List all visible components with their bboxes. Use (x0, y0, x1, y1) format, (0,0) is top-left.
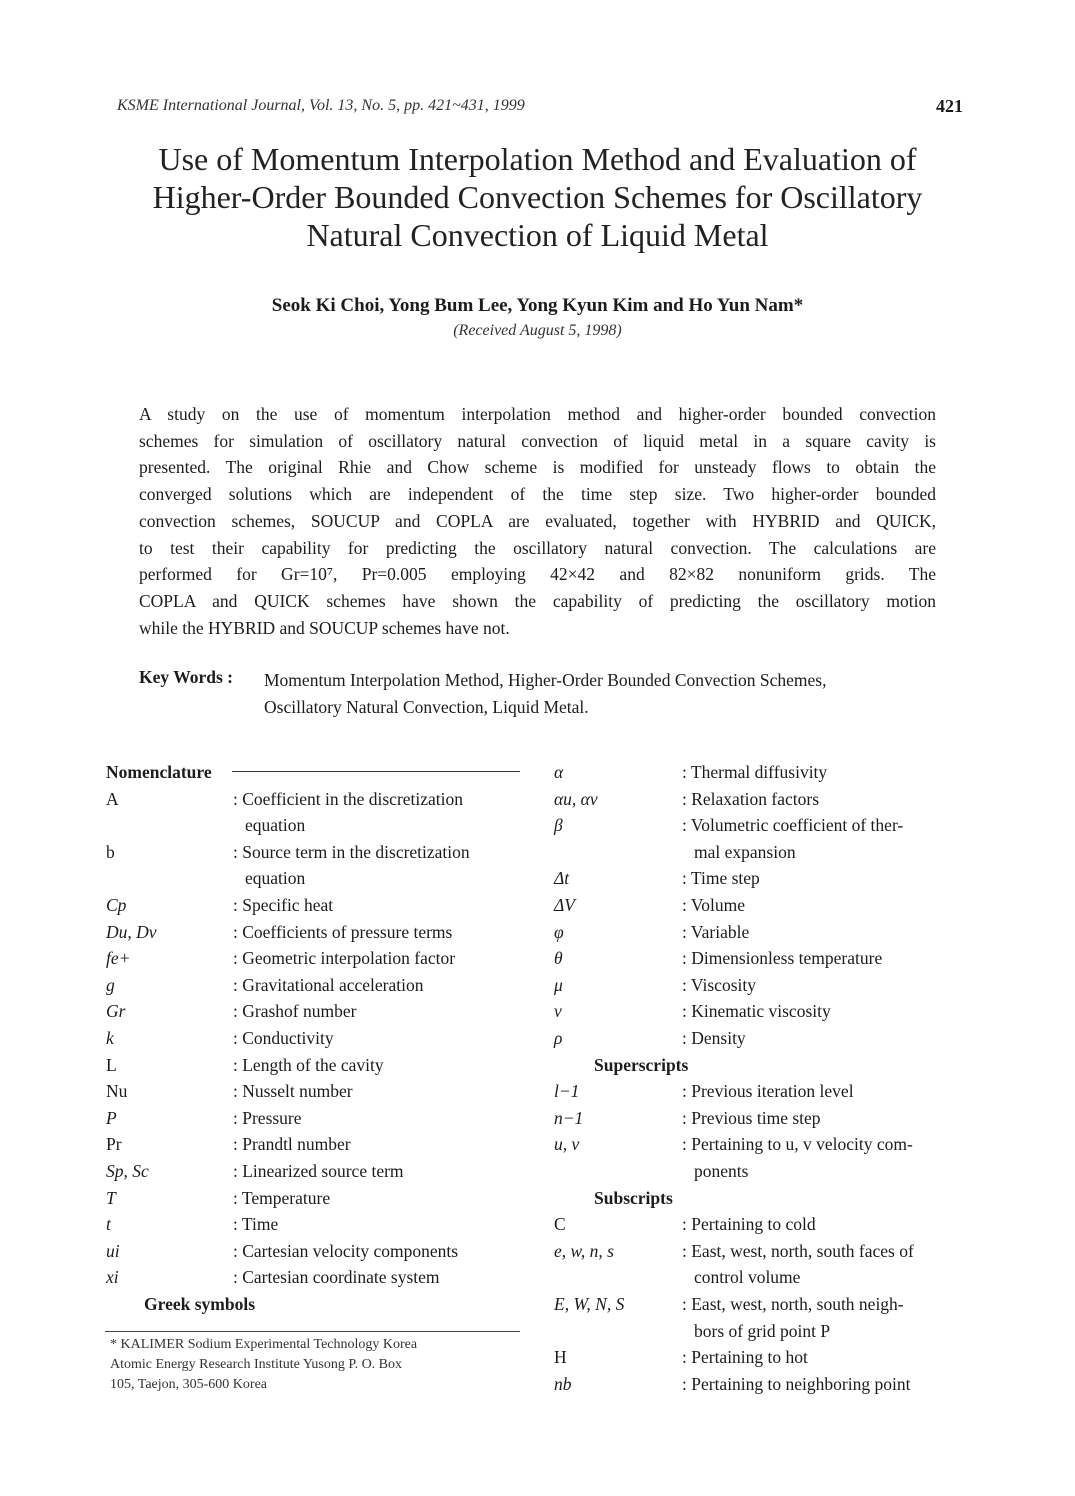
greek-symbol: β (554, 815, 563, 835)
title-line: Natural Convection of Liquid Metal (306, 217, 769, 253)
abstract (139, 401, 936, 641)
footnote-line: 105, Taejon, 305-600 Korea (110, 1377, 268, 1392)
superscript-symbol: n−1 (554, 1108, 584, 1128)
nomenclature-definition: : Specific heat (233, 895, 334, 915)
keywords-line: Oscillatory Natural Convection, Liquid Metal. (264, 696, 589, 717)
subscript-symbol: e, w, n, s (554, 1241, 614, 1261)
greek-symbol: ρ (554, 1028, 563, 1048)
nomenclature-definition: : Dimensionless temperature (682, 948, 883, 968)
nomenclature-definition: : Time step (682, 868, 760, 888)
section-heading: Subscripts (594, 1188, 673, 1208)
nomenclature-definition-continued: mal expansion (694, 842, 796, 862)
superscript-symbol: u, v (554, 1134, 580, 1154)
greek-symbol: ν (554, 1001, 562, 1021)
nomenclature-definition: : Density (682, 1028, 746, 1048)
nomenclature-definition: : Gravitational acceleration (233, 975, 424, 995)
nomenclature-symbol: g (106, 975, 115, 995)
abstract-line: to test their capability for predicting the oscillatory natural convection. The calculations are (139, 537, 936, 558)
footnote-rule (105, 1331, 520, 1332)
keywords (264, 667, 944, 720)
nomenclature-symbol: t (106, 1214, 111, 1234)
nomenclature-definition: : Viscosity (682, 975, 756, 995)
subscript-symbol: nb (554, 1374, 572, 1394)
nomenclature-symbol: L (106, 1055, 117, 1075)
nomenclature-symbol: T (106, 1188, 116, 1208)
subscript-symbol: E, W, N, S (554, 1294, 625, 1314)
affiliation-footnote (110, 1335, 520, 1395)
greek-symbol: μ (554, 975, 563, 995)
greek-symbol: φ (554, 922, 564, 942)
greek-symbol: ΔV (554, 895, 575, 915)
greek-symbol: Δt (554, 868, 570, 888)
keywords-line: Momentum Interpolation Method, Higher-Order Bounded Convection Schemes, (264, 670, 827, 690)
nomenclature-definition: : Relaxation factors (682, 789, 820, 809)
author-list: Seok Ki Choi, Yong Bum Lee, Yong Kyun Kim and Ho Yun Nam* (271, 295, 804, 316)
nomenclature-definition: : Length of the cavity (233, 1055, 384, 1075)
received-date: (Received August 5, 1998) (453, 322, 622, 339)
nomenclature-symbol: Gr (106, 1001, 126, 1021)
nomenclature-definition: : Geometric interpolation factor (233, 948, 456, 968)
footnote-line: * KALIMER Sodium Experimental Technology Korea (110, 1337, 418, 1352)
abstract-line: performed for Gr=10⁷, Pr=0.005 employing 42×42 and 82×82 nonuniform grids. The (139, 564, 936, 585)
nomenclature-symbol: Sp, Sc (106, 1161, 149, 1181)
nomenclature-definition: : Cartesian velocity components (233, 1241, 459, 1261)
nomenclature-definition: : Linearized source term (233, 1161, 404, 1181)
nomenclature-definition: : Coefficients of pressure terms (233, 922, 453, 942)
subscript-symbol: H (554, 1347, 567, 1367)
nomenclature-definition: : Cartesian coordinate system (233, 1267, 440, 1287)
abstract-line: presented. The original Rhie and Chow scheme is modified for unsteady flows to obtain the (139, 457, 936, 478)
nomenclature-symbol: xi (106, 1267, 119, 1287)
greek-symbol: θ (554, 948, 563, 968)
nomenclature-definition-continued: equation (245, 815, 306, 835)
nomenclature-definition-continued: control volume (694, 1267, 801, 1287)
nomenclature-symbol: Du, Dv (106, 922, 157, 942)
paper-title (60, 140, 1015, 254)
nomenclature-definition: : Volumetric coefficient of ther- (682, 815, 904, 835)
greek-symbol: α (554, 762, 564, 782)
nomenclature-definition: : Grashof number (233, 1001, 357, 1021)
abstract-line: schemes for simulation of oscillatory natural convection of liquid metal in a square cavity is (139, 430, 936, 451)
nomenclature-definition: : Pressure (233, 1108, 302, 1128)
nomenclature-definition: : Volume (682, 895, 746, 915)
nomenclature-definition-continued: equation (245, 868, 306, 888)
nomenclature-definition: : Source term in the discretization (233, 842, 470, 862)
nomenclature-definition-continued: ponents (694, 1161, 749, 1181)
nomenclature-symbol: Cp (106, 895, 127, 915)
abstract-line: converged solutions which are independent of the time step size. Two higher-order bounded (139, 484, 936, 505)
nomenclature-definition: : Prandtl number (233, 1134, 351, 1154)
nomenclature-definition: : East, west, north, south neigh- (682, 1294, 904, 1314)
subscript-symbol: C (554, 1214, 566, 1234)
nomenclature-symbol: P (106, 1108, 117, 1128)
section-heading: Greek symbols (144, 1294, 255, 1314)
nomenclature-symbol: ui (106, 1241, 120, 1261)
greek-symbol: αu, αv (554, 789, 598, 809)
nomenclature-symbol: A (106, 789, 119, 809)
nomenclature-definition: : East, west, north, south faces of (682, 1241, 914, 1261)
nomenclature-definition: : Previous time step (682, 1108, 821, 1128)
superscript-symbol: l−1 (554, 1081, 580, 1101)
nomenclature-definition: : Kinematic viscosity (682, 1001, 831, 1021)
nomenclature-symbol: fe+ (106, 948, 131, 968)
nomenclature-definition: : Previous iteration level (682, 1081, 854, 1101)
nomenclature-definition-continued: bors of grid point P (694, 1321, 831, 1341)
nomenclature-definition: : Thermal diffusivity (682, 762, 828, 782)
abstract-line: A study on the use of momentum interpolation method and higher-order bounded convection (139, 404, 936, 424)
nomenclature-definition: : Pertaining to neighboring point (682, 1374, 911, 1394)
page-number: 421 (936, 96, 963, 116)
nomenclature-symbol: Pr (106, 1134, 122, 1154)
nomenclature-rule (232, 771, 520, 772)
nomenclature-symbol: k (106, 1028, 114, 1048)
nomenclature-heading: Nomenclature (106, 762, 212, 782)
nomenclature-left-column (106, 759, 526, 1319)
title-line: Use of Momentum Interpolation Method and Evaluation of (158, 141, 917, 177)
footnote-line: Atomic Energy Research Institute Yusong P. O. Box (110, 1357, 403, 1372)
nomenclature-definition: : Conductivity (233, 1028, 334, 1048)
nomenclature-symbol: b (106, 842, 115, 862)
nomenclature-definition: : Time (233, 1214, 279, 1234)
nomenclature-definition: : Pertaining to hot (682, 1347, 808, 1367)
nomenclature-definition: : Nusselt number (233, 1081, 353, 1101)
abstract-line: convection schemes, SOUCUP and COPLA are evaluated, together with HYBRID and QUICK, (139, 510, 936, 531)
abstract-line: while the HYBRID and SOUCUP schemes have not. (139, 617, 510, 638)
nomenclature-right-column (554, 759, 974, 1399)
keywords-label: Key Words : (139, 667, 233, 687)
nomenclature-definition: : Pertaining to cold (682, 1214, 816, 1234)
nomenclature-definition: : Coefficient in the discretization (233, 789, 464, 809)
nomenclature-definition: : Pertaining to u, v velocity com- (682, 1134, 913, 1154)
nomenclature-definition: : Temperature (233, 1188, 331, 1208)
section-heading: Superscripts (594, 1055, 689, 1075)
nomenclature-symbol: Nu (106, 1081, 128, 1101)
nomenclature-definition: : Variable (682, 922, 750, 942)
title-line: Higher-Order Bounded Convection Schemes for Oscillatory (152, 179, 923, 215)
abstract-line: COPLA and QUICK schemes have shown the capability of predicting the oscillatory motion (139, 590, 936, 611)
running-head: KSME International Journal, Vol. 13, No. 5, pp. 421~431, 1999 (117, 97, 525, 114)
